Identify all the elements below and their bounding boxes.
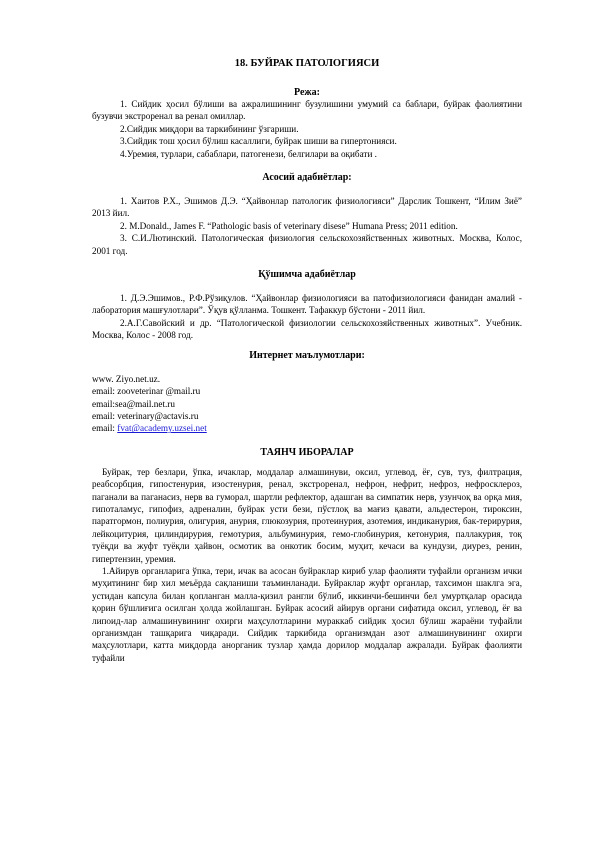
email-prefix: email: <box>92 423 118 434</box>
website-text: www. Ziyo.net.uz. <box>92 373 161 384</box>
extra-literature-item: 1. Д.Э.Эшимов., Р.Ф.Рўзиқулов. “Ҳайвонлар физиологияси ва патофизиологияси фанидан амалий - лаборатория машғулотлари”. Ўқув қўлланма. Тошкент. Тафаккур бўстони - 2011 йил. <box>92 293 522 316</box>
extra-literature-item: 2.А.Г.Савойский и др. “Патологической физиологии сельскохозяйственных животных”. Учебник. Москва, Колос - 2008 год. <box>92 317 522 341</box>
main-literature-item: 3. С.И.Лютинский. Патологическая физиология сельскохозяйственных животных. Москва, Колос, 2001 год. <box>92 233 522 256</box>
page-title: 18. БУЙРАК ПАТОЛОГИЯСИ <box>234 58 380 69</box>
plan-heading: Режа: <box>294 87 320 98</box>
email-text: email:sea@mail.net.ru <box>92 398 175 409</box>
body-paragraph: 1.Айирув органларига ўпка, тери, ичак ва асосан буйраклар кириб улар фаолияти туфайли организм ички муҳитининг бир хил меъёрда сақланиши таъминланади. Буйраклар жуфт органлар, таxсимон шаклга эга, устидан капсула билан қопланган малла-қизил рангли бўлиб, иккинчи-бешинчи бел умуртқалар орасида қорин бўшлиғига осилган ҳолда жойлашган. Буйрак асосий айирув органи сифатида оксил, углевод, ёғ ва липоид-лар алмашинувининг охирги маҳсулотларини мураккаб сийдик ҳосил бўлиш жараёни туфайли организмдан ташқарига чиқаради. Сийдик таркибида организмдан азот алмашинувининг охирги маҳсулотлари, катта миқдорда анорганик тузлар ҳамда дорилор моддалар ажралади. Буйрак фаолияти туфайли <box>92 565 522 663</box>
main-literature-item: 1. Хаитов Р.Х., Эшимов Д.Э. “Ҳайвонлар патологик физиологияси” Дарслик Тошкент, “Илим Зиё” 2013 йил. <box>92 196 522 219</box>
email-text: email: veterinary@actavis.ru <box>92 410 199 421</box>
document-page <box>92 58 522 664</box>
email-link-line <box>92 422 522 434</box>
keywords-paragraph: Буйрак, тер безлари, ўпка, ичаклар, моддалар алмашинуви, оксил, углевод, ёғ, сув, туз, филтрация, реабсорбция, гипостенурия, изостенурия, ренал, экстроренал, нефрон, нефрит, нефроз, нефросклероз, паганали ва паганасиз, нерв ва гуморал, шартли рефлектор, адашган ва симпатик нерв, узунчоқ ва орқа мия, гипоталамус, гипофиз, адреналин, буйрак усти бези, пўстлоқ ва мағиз қавати, альдестерон, тироксин, паратгормон, полиурия, олигурия, анурия, глюкозурия, протеинурия, азотемия, индиканурия, бак-терирурия, лейкоцитурия, цилиндирурия, гемотурия, альбуминурия, гемо-глобинурия, кетонурия, паллакурия, тоқ туёқди ва жуфт туёқли ҳайвон, осмотик ва онкотик босим, муҳит, кечаси ва кундузи, диурез, ренин, гипертензин, уремия. <box>92 466 522 564</box>
plan-item: 3.Сийдик тош ҳосил бўлиш касаллиги, буйрак шиши ва гипертонияси. <box>120 136 397 147</box>
keywords-heading: ТАЯНЧ ИБОРАЛАР <box>260 446 354 458</box>
email-text: email: zooveterinar @mail.ru <box>92 386 201 397</box>
internet-heading: Интернет маълумотлари: <box>249 349 365 361</box>
plan-item: 1. Сийдик ҳосил бўлиши ва ажралишининг бузулишини умумий са баблари, буйрак фаолиятини бузувчи экстроренал ва ренал омиллар. <box>92 99 522 122</box>
extra-literature-heading: Қўшимча адабиётлар <box>258 269 356 281</box>
plan-item: 2.Сийдик миқдори ва таркибининг ўзгариши. <box>120 123 299 134</box>
main-literature-item: 2. M.Donald., James F. “Pathologic basis of veterinary disese” Humana Press; 2011 edition. <box>120 220 458 231</box>
email-link[interactable]: fvat@academy.uzsei.net <box>117 423 207 434</box>
main-literature-heading: Асосий адабиётлар: <box>262 172 352 184</box>
plan-item: 4.Уремия, турлари, сабаблари, патогенези, белгилари ва оқибати . <box>120 148 377 159</box>
